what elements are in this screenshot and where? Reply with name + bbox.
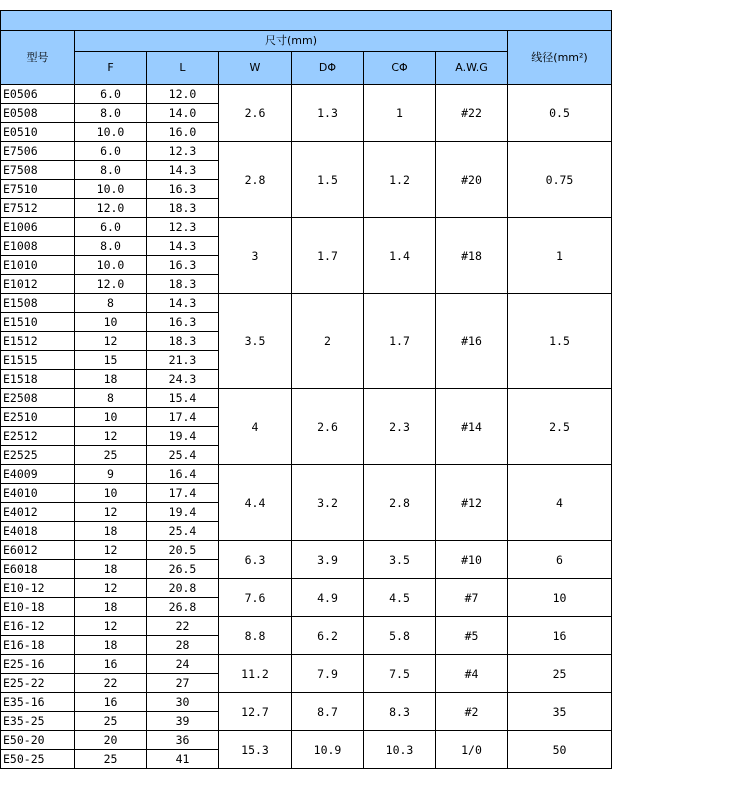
cell-model: E2525	[1, 446, 75, 465]
table-row	[1, 389, 612, 408]
cell-f: 10.0	[75, 180, 147, 199]
cell-c: 2.8	[364, 465, 436, 541]
cell-w: 2.6	[219, 85, 292, 142]
cell-model: E1012	[1, 275, 75, 294]
cell-l: 16.3	[147, 180, 219, 199]
header-l: L	[147, 52, 219, 85]
cell-f: 20	[75, 731, 147, 750]
cell-w: 3	[219, 218, 292, 294]
cell-wire-gauge: 35	[508, 693, 612, 731]
cell-wire-gauge: 10	[508, 579, 612, 617]
cell-l: 14.0	[147, 104, 219, 123]
cell-awg: #10	[436, 541, 508, 579]
cell-f: 18	[75, 636, 147, 655]
cell-l: 24	[147, 655, 219, 674]
cell-model: E16-12	[1, 617, 75, 636]
cell-f: 10	[75, 313, 147, 332]
cell-model: E2508	[1, 389, 75, 408]
cell-wire-gauge: 2.5	[508, 389, 612, 465]
cell-model: E1512	[1, 332, 75, 351]
cell-l: 17.4	[147, 408, 219, 427]
cell-f: 8.0	[75, 161, 147, 180]
cell-d: 3.9	[292, 541, 364, 579]
cell-c: 8.3	[364, 693, 436, 731]
cell-awg: #14	[436, 389, 508, 465]
cell-c: 3.5	[364, 541, 436, 579]
cell-f: 10.0	[75, 256, 147, 275]
cell-l: 16.4	[147, 465, 219, 484]
cell-c: 1.4	[364, 218, 436, 294]
cell-w: 12.7	[219, 693, 292, 731]
cell-wire-gauge: 50	[508, 731, 612, 769]
cell-model: E7506	[1, 142, 75, 161]
table-row	[1, 579, 612, 598]
cell-w: 4	[219, 389, 292, 465]
cell-c: 1	[364, 85, 436, 142]
cell-model: E1006	[1, 218, 75, 237]
cell-w: 8.8	[219, 617, 292, 655]
cell-d: 1.3	[292, 85, 364, 142]
cell-f: 8	[75, 389, 147, 408]
cell-awg: #7	[436, 579, 508, 617]
cell-f: 12	[75, 617, 147, 636]
cell-model: E6018	[1, 560, 75, 579]
cell-model: E0508	[1, 104, 75, 123]
cell-l: 18.3	[147, 275, 219, 294]
table-row	[1, 465, 612, 484]
cell-c: 10.3	[364, 731, 436, 769]
cell-f: 18	[75, 522, 147, 541]
cell-f: 12	[75, 332, 147, 351]
cell-f: 8.0	[75, 104, 147, 123]
cell-f: 15	[75, 351, 147, 370]
header-model: 型号	[1, 31, 75, 85]
table-row	[1, 218, 612, 237]
cell-f: 12	[75, 541, 147, 560]
table-row	[1, 85, 612, 104]
cell-l: 26.5	[147, 560, 219, 579]
cell-l: 25.4	[147, 522, 219, 541]
cell-model: E1008	[1, 237, 75, 256]
cell-f: 8.0	[75, 237, 147, 256]
cell-l: 17.4	[147, 484, 219, 503]
cell-l: 19.4	[147, 427, 219, 446]
cell-l: 39	[147, 712, 219, 731]
cell-wire-gauge: 1	[508, 218, 612, 294]
cell-l: 22	[147, 617, 219, 636]
cell-awg: #5	[436, 617, 508, 655]
cell-f: 18	[75, 598, 147, 617]
cell-wire-gauge: 6	[508, 541, 612, 579]
cell-d: 1.5	[292, 142, 364, 218]
header-f: F	[75, 52, 147, 85]
cell-w: 3.5	[219, 294, 292, 389]
cell-l: 36	[147, 731, 219, 750]
cell-l: 12.3	[147, 218, 219, 237]
cell-f: 6.0	[75, 218, 147, 237]
cell-f: 8	[75, 294, 147, 313]
cell-f: 6.0	[75, 85, 147, 104]
cell-awg: #22	[436, 85, 508, 142]
cell-l: 14.3	[147, 237, 219, 256]
cell-l: 14.3	[147, 294, 219, 313]
cell-l: 20.8	[147, 579, 219, 598]
cell-f: 25	[75, 446, 147, 465]
cell-model: E1508	[1, 294, 75, 313]
cell-l: 30	[147, 693, 219, 712]
cell-model: E50-25	[1, 750, 75, 769]
cell-model: E4012	[1, 503, 75, 522]
table-row	[1, 731, 612, 750]
header-size: 尺寸(mm)	[75, 31, 508, 52]
cell-awg: #20	[436, 142, 508, 218]
cell-model: E2512	[1, 427, 75, 446]
cell-l: 41	[147, 750, 219, 769]
cell-c: 5.8	[364, 617, 436, 655]
cell-d: 7.9	[292, 655, 364, 693]
cell-c: 2.3	[364, 389, 436, 465]
cell-awg: #16	[436, 294, 508, 389]
header-awg: A.W.G	[436, 52, 508, 85]
cell-model: E4010	[1, 484, 75, 503]
cell-w: 15.3	[219, 731, 292, 769]
cell-f: 6.0	[75, 142, 147, 161]
cell-model: E10-18	[1, 598, 75, 617]
header-c: CΦ	[364, 52, 436, 85]
cell-l: 24.3	[147, 370, 219, 389]
cell-model: E4018	[1, 522, 75, 541]
header-w: W	[219, 52, 292, 85]
cell-d: 2.6	[292, 389, 364, 465]
cell-model: E1518	[1, 370, 75, 389]
cell-model: E10-12	[1, 579, 75, 598]
table-row	[1, 541, 612, 560]
cell-l: 16.3	[147, 313, 219, 332]
cell-l: 25.4	[147, 446, 219, 465]
cell-awg: #18	[436, 218, 508, 294]
cell-model: E1010	[1, 256, 75, 275]
cell-f: 12.0	[75, 199, 147, 218]
cell-l: 16.3	[147, 256, 219, 275]
table-row	[1, 655, 612, 674]
cell-w: 2.8	[219, 142, 292, 218]
cell-wire-gauge: 1.5	[508, 294, 612, 389]
cell-w: 11.2	[219, 655, 292, 693]
cell-model: E7512	[1, 199, 75, 218]
cell-l: 26.8	[147, 598, 219, 617]
cell-w: 7.6	[219, 579, 292, 617]
cell-c: 1.2	[364, 142, 436, 218]
cell-model: E6012	[1, 541, 75, 560]
cell-wire-gauge: 4	[508, 465, 612, 541]
title-band	[1, 11, 612, 31]
cell-model: E7510	[1, 180, 75, 199]
cell-wire-gauge: 0.5	[508, 85, 612, 142]
cell-model: E50-20	[1, 731, 75, 750]
cell-f: 12	[75, 579, 147, 598]
cell-model: E1515	[1, 351, 75, 370]
cell-model: E25-22	[1, 674, 75, 693]
cell-l: 12.0	[147, 85, 219, 104]
cell-f: 18	[75, 370, 147, 389]
cell-model: E25-16	[1, 655, 75, 674]
cell-c: 4.5	[364, 579, 436, 617]
cell-d: 1.7	[292, 218, 364, 294]
cell-l: 19.4	[147, 503, 219, 522]
cell-wire-gauge: 0.75	[508, 142, 612, 218]
cell-d: 8.7	[292, 693, 364, 731]
cell-model: E0510	[1, 123, 75, 142]
cell-model: E35-25	[1, 712, 75, 731]
cell-w: 4.4	[219, 465, 292, 541]
cell-l: 18.3	[147, 332, 219, 351]
cell-c: 7.5	[364, 655, 436, 693]
table-row	[1, 142, 612, 161]
cell-c: 1.7	[364, 294, 436, 389]
cell-model: E16-18	[1, 636, 75, 655]
cell-l: 20.5	[147, 541, 219, 560]
cell-f: 10	[75, 484, 147, 503]
cell-f: 9	[75, 465, 147, 484]
table-body	[1, 85, 612, 769]
cell-awg: #2	[436, 693, 508, 731]
cell-f: 25	[75, 712, 147, 731]
cell-l: 21.3	[147, 351, 219, 370]
cell-model: E7508	[1, 161, 75, 180]
cell-wire-gauge: 25	[508, 655, 612, 693]
cell-w: 6.3	[219, 541, 292, 579]
cell-awg: #4	[436, 655, 508, 693]
cell-model: E4009	[1, 465, 75, 484]
cell-model: E2510	[1, 408, 75, 427]
table-row	[1, 294, 612, 313]
cell-f: 16	[75, 655, 147, 674]
cell-awg: #12	[436, 465, 508, 541]
cell-f: 18	[75, 560, 147, 579]
cell-f: 22	[75, 674, 147, 693]
cell-d: 2	[292, 294, 364, 389]
cell-l: 12.3	[147, 142, 219, 161]
cell-l: 14.3	[147, 161, 219, 180]
cell-model: E35-16	[1, 693, 75, 712]
terminal-size-table	[0, 10, 612, 769]
table-row	[1, 617, 612, 636]
cell-l: 27	[147, 674, 219, 693]
cell-l: 15.4	[147, 389, 219, 408]
cell-d: 6.2	[292, 617, 364, 655]
cell-f: 10.0	[75, 123, 147, 142]
cell-f: 25	[75, 750, 147, 769]
cell-d: 4.9	[292, 579, 364, 617]
cell-l: 16.0	[147, 123, 219, 142]
cell-model: E0506	[1, 85, 75, 104]
cell-f: 12.0	[75, 275, 147, 294]
cell-d: 3.2	[292, 465, 364, 541]
cell-l: 18.3	[147, 199, 219, 218]
cell-model: E1510	[1, 313, 75, 332]
header-wire-gauge: 线径(mm²)	[508, 31, 612, 85]
cell-f: 12	[75, 427, 147, 446]
cell-f: 16	[75, 693, 147, 712]
header-d: DΦ	[292, 52, 364, 85]
table-row	[1, 693, 612, 712]
cell-l: 28	[147, 636, 219, 655]
cell-f: 10	[75, 408, 147, 427]
cell-wire-gauge: 16	[508, 617, 612, 655]
cell-awg: 1/0	[436, 731, 508, 769]
cell-d: 10.9	[292, 731, 364, 769]
cell-f: 12	[75, 503, 147, 522]
